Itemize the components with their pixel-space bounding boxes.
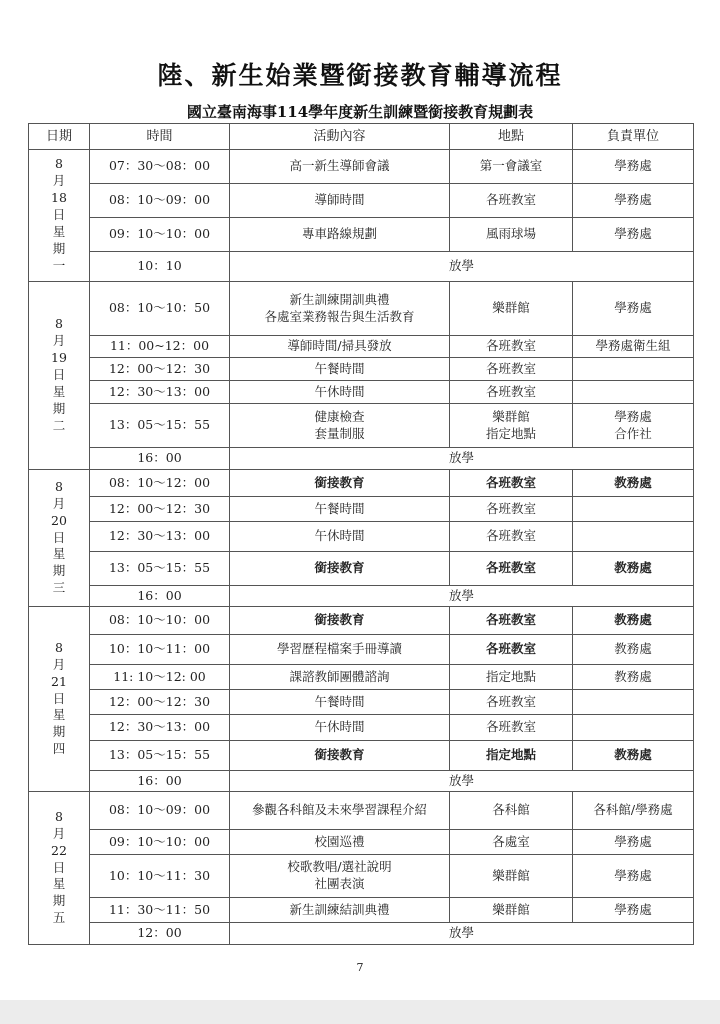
cell-line: 樂群館 — [492, 300, 530, 316]
cell-line: 各班教室 — [485, 719, 536, 735]
place-cell — [450, 282, 573, 336]
schedule-table — [28, 123, 694, 945]
cell-line: 各處室 — [492, 833, 530, 849]
time-cell: 12：30～13：00 — [90, 522, 230, 552]
time-cell: 10：10 — [90, 252, 230, 282]
table-row — [29, 522, 694, 552]
table-header-row — [29, 124, 694, 150]
page-number: 7 — [356, 961, 364, 974]
place-cell — [450, 665, 573, 690]
table-row — [29, 252, 694, 282]
unit-cell — [573, 470, 694, 497]
activity-cell — [230, 715, 450, 741]
cell-line: 各班教室 — [485, 693, 536, 709]
time-cell: 12：00～12：30 — [90, 690, 230, 715]
date-char: 8 — [55, 808, 63, 824]
activity-cell — [230, 404, 450, 448]
table-row — [29, 898, 694, 923]
cell-line: 校歌教唱/選社說明 — [287, 859, 392, 875]
unit-cell — [573, 855, 694, 898]
table-row — [29, 830, 694, 855]
table-row — [29, 497, 694, 522]
unit-cell — [573, 358, 694, 381]
date-char: 日 — [52, 690, 66, 706]
table-row — [29, 635, 694, 665]
place-cell — [450, 741, 573, 771]
time-cell: 13：05～15：55 — [90, 741, 230, 771]
date-char: 星 — [52, 546, 66, 562]
scan-margin — [0, 1000, 720, 1024]
time-cell: 12：00～12：30 — [90, 358, 230, 381]
activity-cell — [230, 470, 450, 497]
date-char: 月 — [52, 333, 66, 349]
page-title: 陸、新生始業暨銜接教育輔導流程 — [157, 61, 563, 90]
date-char: 一 — [52, 257, 66, 273]
cell-line: 風雨球場 — [485, 226, 536, 242]
activity-cell — [230, 184, 450, 218]
cell-line: 新生訓練結訓典禮 — [289, 901, 390, 917]
table-row — [29, 665, 694, 690]
cell-line: 學務處 — [614, 226, 652, 242]
date-cell — [29, 607, 90, 792]
cell-line: 合作社 — [614, 425, 652, 441]
date-char: 期 — [52, 400, 66, 416]
activity-cell — [230, 665, 450, 690]
date-char: 19 — [51, 350, 67, 366]
time-cell: 12：00 — [90, 923, 230, 945]
dismissal-cell: 放學 — [230, 923, 694, 945]
header-time: 時間 — [90, 124, 230, 150]
place-cell — [450, 607, 573, 635]
cell-line: 健康檢查 — [314, 408, 365, 424]
unit-cell — [573, 184, 694, 218]
date-char: 星 — [52, 223, 66, 239]
time-cell: 08：10～12：00 — [90, 470, 230, 497]
date-char: 三 — [52, 580, 66, 596]
cell-line: 教務處 — [614, 641, 652, 657]
date-char: 8 — [55, 478, 63, 494]
activity-cell — [230, 690, 450, 715]
date-char: 22 — [51, 842, 67, 858]
place-cell — [450, 715, 573, 741]
cell-line: 教務處 — [614, 474, 652, 490]
cell-line: 學務處 — [614, 300, 652, 316]
cell-line: 樂群館 — [492, 867, 530, 883]
activity-cell — [230, 218, 450, 252]
unit-cell — [573, 830, 694, 855]
date-char: 月 — [52, 495, 66, 511]
date-char: 月 — [52, 825, 66, 841]
header-date: 日期 — [29, 124, 90, 150]
cell-line: 各班教室 — [485, 192, 536, 208]
dismissal-cell: 放學 — [230, 771, 694, 792]
cell-line: 午餐時間 — [314, 360, 365, 376]
cell-line: 高一新生導師會議 — [289, 158, 390, 174]
time-cell: 10：10～11：30 — [90, 855, 230, 898]
date-char: 日 — [52, 367, 66, 383]
date-char: 8 — [55, 316, 63, 332]
activity-cell — [230, 792, 450, 830]
table-row — [29, 741, 694, 771]
cell-line: 教務處 — [614, 747, 652, 763]
unit-cell — [573, 552, 694, 586]
place-cell — [450, 150, 573, 184]
cell-line: 教務處 — [614, 668, 652, 684]
activity-cell — [230, 898, 450, 923]
time-cell: 11: 10～12: 00 — [90, 665, 230, 690]
table-row — [29, 792, 694, 830]
cell-line: 新生訓練開訓典禮 — [289, 291, 390, 307]
place-cell — [450, 184, 573, 218]
activity-cell — [230, 635, 450, 665]
activity-cell — [230, 855, 450, 898]
time-cell: 09：10～10：00 — [90, 830, 230, 855]
header-activity: 活動內容 — [230, 124, 450, 150]
time-cell: 08：10～10：50 — [90, 282, 230, 336]
cell-line: 銜接教育 — [314, 474, 365, 490]
cell-line: 各班教室 — [485, 338, 536, 354]
unit-cell — [573, 898, 694, 923]
cell-line: 校園巡禮 — [314, 833, 365, 849]
table-row — [29, 771, 694, 792]
page-subtitle: 國立臺南海事114學年度新生訓練暨銜接教育規劃表 — [186, 103, 534, 121]
cell-line: 各處室業務報告與生活教育 — [264, 308, 415, 324]
cell-line: 指定地點 — [485, 668, 536, 684]
place-cell — [450, 218, 573, 252]
unit-cell — [573, 497, 694, 522]
cell-line: 銜接教育 — [314, 612, 365, 628]
activity-cell — [230, 552, 450, 586]
date-char: 期 — [52, 893, 66, 909]
cell-line: 學務處 — [614, 408, 652, 424]
unit-cell — [573, 522, 694, 552]
table-row — [29, 448, 694, 470]
cell-line: 指定地點 — [485, 747, 536, 763]
date-char: 8 — [55, 639, 63, 655]
unit-cell — [573, 282, 694, 336]
place-cell — [450, 792, 573, 830]
activity-cell — [230, 150, 450, 184]
dismissal-cell: 放學 — [230, 448, 694, 470]
date-char: 星 — [52, 876, 66, 892]
date-char: 二 — [52, 417, 66, 433]
date-char: 18 — [51, 190, 67, 206]
cell-line: 銜接教育 — [314, 560, 365, 576]
date-char: 月 — [52, 656, 66, 672]
date-cell — [29, 282, 90, 470]
table-row — [29, 150, 694, 184]
activity-cell — [230, 830, 450, 855]
table-row — [29, 690, 694, 715]
cell-line: 專車路線規劃 — [301, 226, 377, 242]
cell-line: 社團表演 — [314, 876, 365, 891]
cell-line: 午餐時間 — [314, 500, 365, 516]
cell-line: 學務處 — [614, 867, 652, 883]
table-row — [29, 358, 694, 381]
header-unit: 負責單位 — [573, 124, 694, 150]
time-cell: 13：05～15：55 — [90, 404, 230, 448]
cell-line: 學務處 — [614, 158, 652, 174]
table-row — [29, 607, 694, 635]
cell-line: 學務處衛生組 — [595, 338, 671, 354]
table-row — [29, 184, 694, 218]
place-cell — [450, 404, 573, 448]
activity-cell — [230, 381, 450, 404]
unit-cell — [573, 218, 694, 252]
unit-cell — [573, 381, 694, 404]
time-cell: 12：30～13：00 — [90, 381, 230, 404]
cell-line: 各科館/學務處 — [593, 802, 673, 818]
cell-line: 樂群館 — [492, 408, 530, 424]
activity-cell — [230, 282, 450, 336]
table-row — [29, 586, 694, 607]
time-cell: 07：30～08：00 — [90, 150, 230, 184]
date-char: 期 — [52, 240, 66, 256]
cell-line: 各班教室 — [485, 612, 536, 628]
unit-cell — [573, 336, 694, 358]
activity-cell — [230, 497, 450, 522]
cell-line: 銜接教育 — [314, 747, 365, 763]
time-cell: 11：30～11：50 — [90, 898, 230, 923]
place-cell — [450, 497, 573, 522]
date-cell — [29, 470, 90, 607]
table-row — [29, 470, 694, 497]
date-char: 四 — [52, 741, 66, 757]
cell-line: 午餐時間 — [314, 693, 365, 709]
place-cell — [450, 898, 573, 923]
unit-cell — [573, 715, 694, 741]
cell-line: 各班教室 — [485, 474, 536, 490]
date-char: 期 — [52, 563, 66, 579]
activity-cell — [230, 607, 450, 635]
date-char: 8 — [55, 156, 63, 172]
place-cell — [450, 470, 573, 497]
place-cell — [450, 690, 573, 715]
time-cell: 08：10～09：00 — [90, 792, 230, 830]
cell-line: 學務處 — [614, 901, 652, 917]
cell-line: 各班教室 — [485, 383, 536, 399]
place-cell — [450, 830, 573, 855]
unit-cell — [573, 690, 694, 715]
time-cell: 13：05～15：55 — [90, 552, 230, 586]
date-char: 星 — [52, 383, 66, 399]
unit-cell — [573, 792, 694, 830]
table-row — [29, 336, 694, 358]
time-cell: 11：00~12：00 — [90, 336, 230, 358]
activity-cell — [230, 522, 450, 552]
unit-cell — [573, 665, 694, 690]
cell-line: 指定地點 — [485, 425, 536, 441]
place-cell — [450, 358, 573, 381]
cell-line: 教務處 — [614, 560, 652, 576]
table-row — [29, 552, 694, 586]
unit-cell — [573, 607, 694, 635]
time-cell: 16：00 — [90, 586, 230, 607]
cell-line: 午休時間 — [314, 383, 365, 399]
table-row — [29, 218, 694, 252]
dismissal-cell: 放學 — [230, 252, 694, 282]
cell-line: 套量制服 — [314, 425, 365, 441]
cell-line: 各班教室 — [485, 528, 536, 544]
schedule-body — [29, 150, 694, 945]
date-char: 日 — [52, 207, 66, 223]
date-cell — [29, 150, 90, 282]
place-cell — [450, 336, 573, 358]
cell-line: 教務處 — [614, 612, 652, 628]
table-row — [29, 923, 694, 945]
time-cell: 08：10～09：00 — [90, 184, 230, 218]
cell-line: 參觀各科館及未來學習課程介紹 — [251, 802, 427, 818]
place-cell — [450, 552, 573, 586]
activity-cell — [230, 358, 450, 381]
time-cell: 16：00 — [90, 771, 230, 792]
cell-line: 第一會議室 — [479, 158, 543, 174]
place-cell — [450, 381, 573, 404]
date-char: 日 — [52, 529, 66, 545]
date-char: 期 — [52, 724, 66, 740]
cell-line: 學習歷程檔案手冊導讀 — [276, 641, 402, 657]
place-cell — [450, 522, 573, 552]
table-row — [29, 715, 694, 741]
cell-line: 導師時間/掃具發放 — [287, 338, 392, 354]
cell-line: 導師時間 — [314, 192, 365, 208]
date-char: 21 — [51, 673, 67, 689]
table-row — [29, 381, 694, 404]
time-cell: 08：10～10：00 — [90, 607, 230, 635]
cell-line: 各班教室 — [485, 500, 536, 516]
date-char: 20 — [51, 512, 67, 528]
cell-line: 樂群館 — [492, 901, 530, 917]
cell-line: 課諮教師團體諮詢 — [289, 668, 390, 684]
cell-line: 各班教室 — [485, 641, 536, 657]
time-cell: 12：00～12：30 — [90, 497, 230, 522]
unit-cell — [573, 635, 694, 665]
cell-line: 學務處 — [614, 192, 652, 208]
cell-line: 學務處 — [614, 833, 652, 849]
table-row — [29, 282, 694, 336]
cell-line: 各班教室 — [485, 560, 536, 576]
date-char: 日 — [52, 859, 66, 875]
cell-line: 各班教室 — [485, 360, 536, 376]
date-char: 月 — [52, 173, 66, 189]
activity-cell — [230, 336, 450, 358]
date-char: 五 — [52, 910, 66, 926]
unit-cell — [573, 404, 694, 448]
date-char: 星 — [52, 707, 66, 723]
activity-cell — [230, 741, 450, 771]
place-cell — [450, 635, 573, 665]
date-cell — [29, 792, 90, 945]
time-cell: 12：30～13：00 — [90, 715, 230, 741]
table-row — [29, 404, 694, 448]
unit-cell — [573, 741, 694, 771]
dismissal-cell: 放學 — [230, 586, 694, 607]
table-row — [29, 855, 694, 898]
header-place: 地點 — [450, 124, 573, 150]
unit-cell — [573, 150, 694, 184]
time-cell: 16：00 — [90, 448, 230, 470]
place-cell — [450, 855, 573, 898]
cell-line: 午休時間 — [314, 719, 365, 735]
cell-line: 午休時間 — [314, 528, 365, 544]
time-cell: 09：10～10：00 — [90, 218, 230, 252]
time-cell: 10：10～11：00 — [90, 635, 230, 665]
cell-line: 各科館 — [492, 802, 530, 818]
